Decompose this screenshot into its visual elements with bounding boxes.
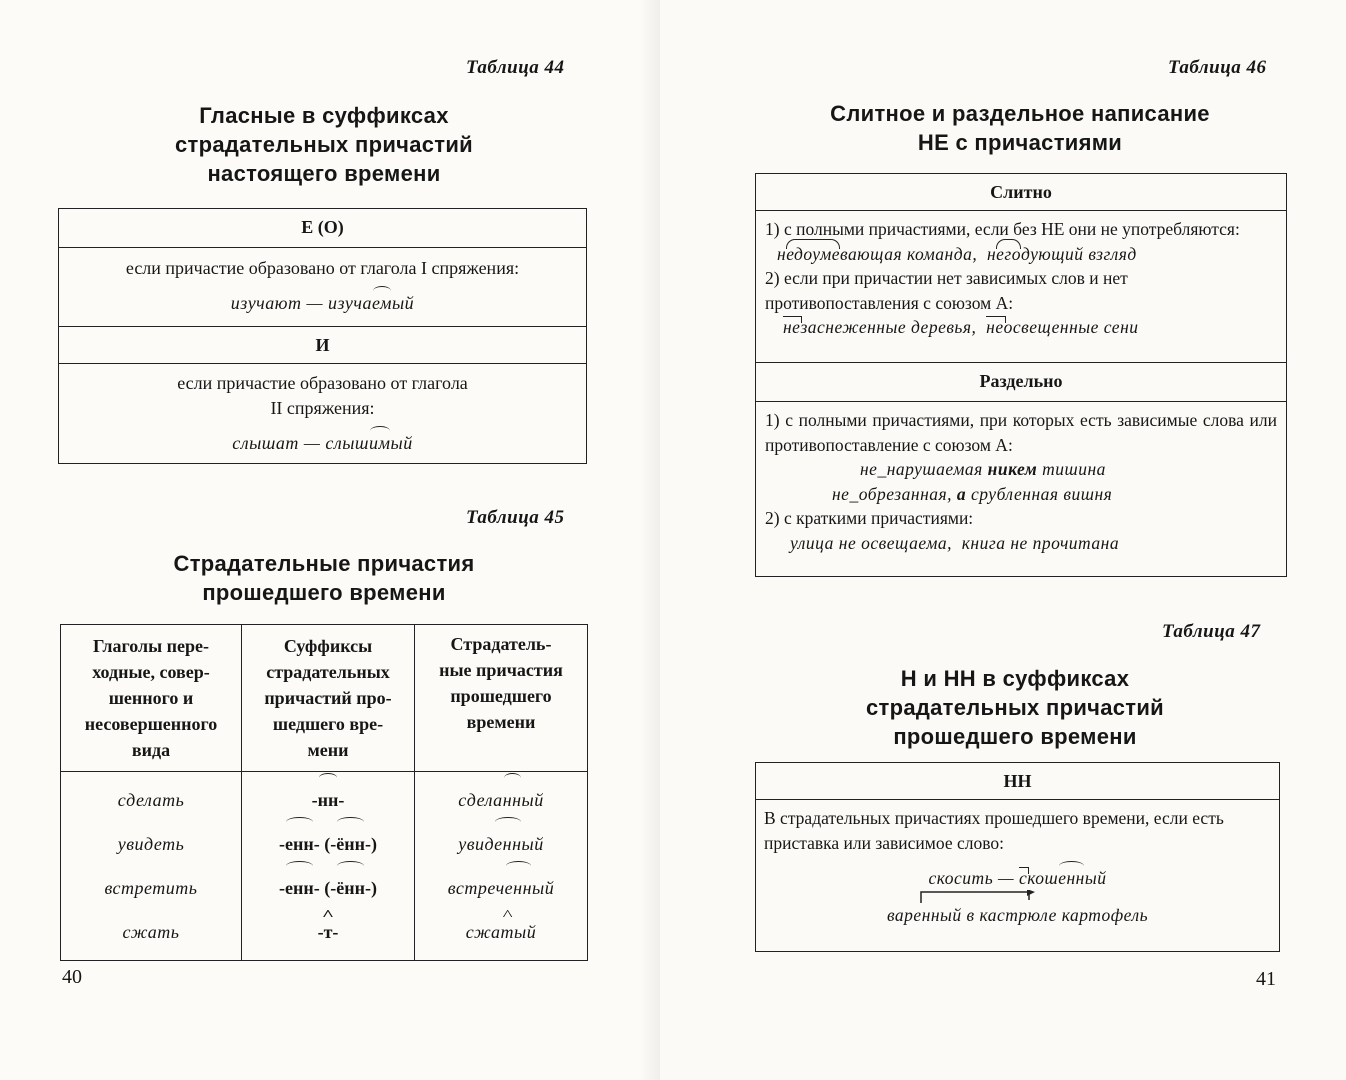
suffix-arc: нн (318, 778, 339, 822)
example (764, 903, 1271, 928)
suffix-dash: - (- (313, 834, 337, 854)
example-part: тишина (1042, 459, 1106, 479)
title-line: прошедшего времени (202, 580, 446, 605)
example-part: заснеженные деревья, (800, 317, 977, 337)
rule-text: если причастие образовано от глагола I спряжения: (125, 258, 520, 278)
example-part: в кастрюле картофель (966, 905, 1149, 925)
participle-end: ый (521, 834, 544, 854)
example-end: ый (390, 433, 413, 453)
title-line: прошедшего времени (893, 724, 1137, 749)
title-line: Гласные в суффиксах (199, 103, 449, 128)
example-part: обрезанная, (858, 483, 953, 504)
example-part: улица не освещаема, (790, 532, 952, 553)
example-end: ый (391, 293, 415, 313)
participle (415, 778, 587, 822)
title-line: страдательных причастий (865, 695, 1165, 720)
column-header-suffixes (242, 625, 415, 772)
example-part: книга не прочитана (961, 532, 1120, 553)
table-44-title (60, 101, 588, 188)
example-part: н (777, 243, 787, 264)
example-part: скосить — (928, 868, 1019, 888)
suffix (242, 910, 414, 954)
together-rules (756, 211, 1286, 363)
prefix-mark: не (986, 315, 1003, 340)
participles-cell (415, 772, 588, 961)
root-arc: едоуме (786, 242, 840, 267)
header-line: причастий про- (264, 688, 392, 708)
participle-stem: увид (458, 834, 495, 854)
table-46-header-together: Слитно (756, 174, 1286, 211)
dependency-arrow (919, 890, 1039, 904)
example-part: освещенные сени (1003, 317, 1139, 337)
rule-text: II спряжения: (270, 398, 375, 418)
title-line: НЕ с причастиями (917, 130, 1123, 155)
header-line: Страдатель- (450, 634, 552, 654)
suffix-arc: ем (372, 291, 392, 316)
suffix-dash: - (338, 790, 345, 810)
table-44-header-i: И (59, 327, 586, 364)
separately-rules (756, 402, 1286, 559)
verb: сделать (117, 790, 185, 810)
participle (415, 866, 587, 910)
suffix-dash: - (279, 878, 286, 898)
example-part: изучают — изуча (230, 293, 372, 313)
suffix (242, 822, 414, 866)
title-line: Слитное и раздельное написание (830, 101, 1210, 126)
header-line: прошедшего (450, 686, 552, 706)
table-46-title (755, 99, 1285, 157)
table-45-header-row (61, 625, 588, 772)
table-44-rule-1 (59, 248, 586, 327)
page-number-right: 41 (1256, 968, 1276, 990)
suffixes-cell (242, 772, 415, 961)
table-47-title (755, 664, 1275, 751)
participle-stem: встреч (447, 878, 505, 898)
table-45 (60, 624, 588, 961)
example-part: дующий взгляд (1021, 243, 1137, 264)
participle-end: ый (514, 922, 537, 942)
verbs-cell (61, 772, 242, 961)
example-part: вающая команда, (840, 243, 978, 264)
table-46-header-separately: Раздельно (756, 363, 1286, 402)
header-line: времени (466, 712, 536, 732)
table-45-title (60, 549, 588, 607)
title-line: Страдательные причастия (173, 551, 475, 576)
header-line: Суффиксы (283, 636, 373, 656)
example-part: слышат — слыш (232, 433, 370, 453)
verb: увидеть (117, 834, 185, 854)
participle-end: ый (532, 878, 555, 898)
example-part: срубленная вишня (971, 483, 1113, 504)
header-line: несовершенного (84, 714, 218, 734)
rule-text: 2) если при причастии нет зависимых слов и нет противопоставления с союзом А: (765, 268, 1128, 313)
verb: встретить (104, 878, 198, 898)
participle-end: ый (521, 790, 544, 810)
suffix-dash: - (311, 790, 318, 810)
suffix-dash: - (332, 922, 339, 942)
table-47-label: Таблица 47 (1162, 621, 1261, 642)
prefix-mark: с (1019, 866, 1027, 891)
example-part: ый (1084, 868, 1107, 888)
suffix-arc: енн (285, 822, 314, 866)
participle (415, 910, 587, 954)
example-part: кош (1027, 868, 1059, 888)
table-44-rule-2 (59, 364, 586, 464)
suffix-arc: им (369, 431, 391, 456)
column-header-verbs (61, 625, 242, 772)
suffix-dash: - (- (313, 878, 337, 898)
root-arc: его (996, 242, 1021, 267)
right-page (660, 0, 1346, 1080)
title-line: настоящего времени (207, 161, 441, 186)
example (69, 431, 576, 456)
table-45-label: Таблица 45 (466, 507, 565, 528)
example-part: варенный (886, 905, 962, 925)
suffix-arc: енн (1058, 866, 1085, 891)
header-line: мени (307, 740, 349, 760)
participle-stem: сдела (458, 790, 503, 810)
header-line: шедшего вре- (272, 714, 384, 734)
header-line: страдательных (266, 662, 390, 682)
column-header-participles (415, 625, 588, 772)
suffix-arc: енн (494, 822, 521, 866)
header-line: ные причастия (439, 660, 563, 680)
header-line: ходные, совер- (92, 662, 210, 682)
left-page (0, 0, 660, 1080)
example-part: не (832, 483, 850, 504)
dependent-word: никем (987, 459, 1038, 479)
suffix-arc: ённ (336, 822, 365, 866)
rule-text: 1) с полными причастиями, если без НЕ они не употребляются: (765, 219, 1240, 239)
prefix-mark: не (783, 315, 800, 340)
example: не_нарушаемая никем тишина (860, 459, 1106, 479)
suffix-hat: ^ т (501, 910, 515, 954)
example-part: нарушаемая (886, 459, 983, 479)
conjunction: а (956, 483, 967, 504)
example-part: не (860, 459, 878, 479)
example (764, 866, 1271, 891)
example (765, 242, 1277, 267)
rule-text: В страдательных причастиях прошедшего времени, если есть приставка или зависимое слово: (764, 808, 1224, 853)
rule-text: если причастие образовано от глагола (177, 373, 468, 393)
header-line: шенного и (108, 688, 194, 708)
table-44-header-eo: Е (О) (59, 209, 586, 248)
suffix-dash: - (279, 834, 286, 854)
table-44-label: Таблица 44 (466, 57, 565, 78)
participle (415, 822, 587, 866)
table-44 (58, 208, 587, 464)
table-47-header: НН (756, 763, 1279, 800)
suffix-dash: - (317, 922, 324, 942)
table-46 (755, 173, 1287, 577)
rule-text: 2) с краткими причастиями: (765, 508, 974, 528)
suffix-dash: -) (364, 834, 377, 854)
suffix-arc: нн (503, 778, 522, 822)
suffix-dash: -) (364, 878, 377, 898)
example (765, 315, 1277, 340)
suffix-hat: ^ т (324, 910, 333, 954)
title-line: страдательных причастий (174, 132, 474, 157)
suffix-arc: енн (505, 866, 532, 910)
example (765, 531, 1277, 556)
rule-text: 1) с полными причастиями, при которых есть зависимые слова или противопоставление с союзом А: (765, 410, 1277, 455)
participle-stem: сжа (465, 922, 501, 942)
header-line: вида (131, 740, 171, 760)
verb: сжать (122, 922, 180, 942)
page-number-left: 40 (62, 966, 82, 988)
header-line: Глаголы пере- (92, 636, 209, 656)
suffix-arc: ённ (336, 866, 365, 910)
table-46-label: Таблица 46 (1168, 57, 1267, 78)
suffix-arc: енн (285, 866, 314, 910)
table-45-body-row (61, 772, 588, 961)
table-47 (755, 762, 1280, 952)
title-line: Н и НН в суффиксах (900, 666, 1130, 691)
suffix (242, 778, 414, 822)
example (69, 291, 576, 316)
example: не_обрезанная, а срубленная вишня (832, 483, 1113, 504)
table-47-rule (756, 800, 1279, 934)
example-part: н (986, 243, 997, 264)
